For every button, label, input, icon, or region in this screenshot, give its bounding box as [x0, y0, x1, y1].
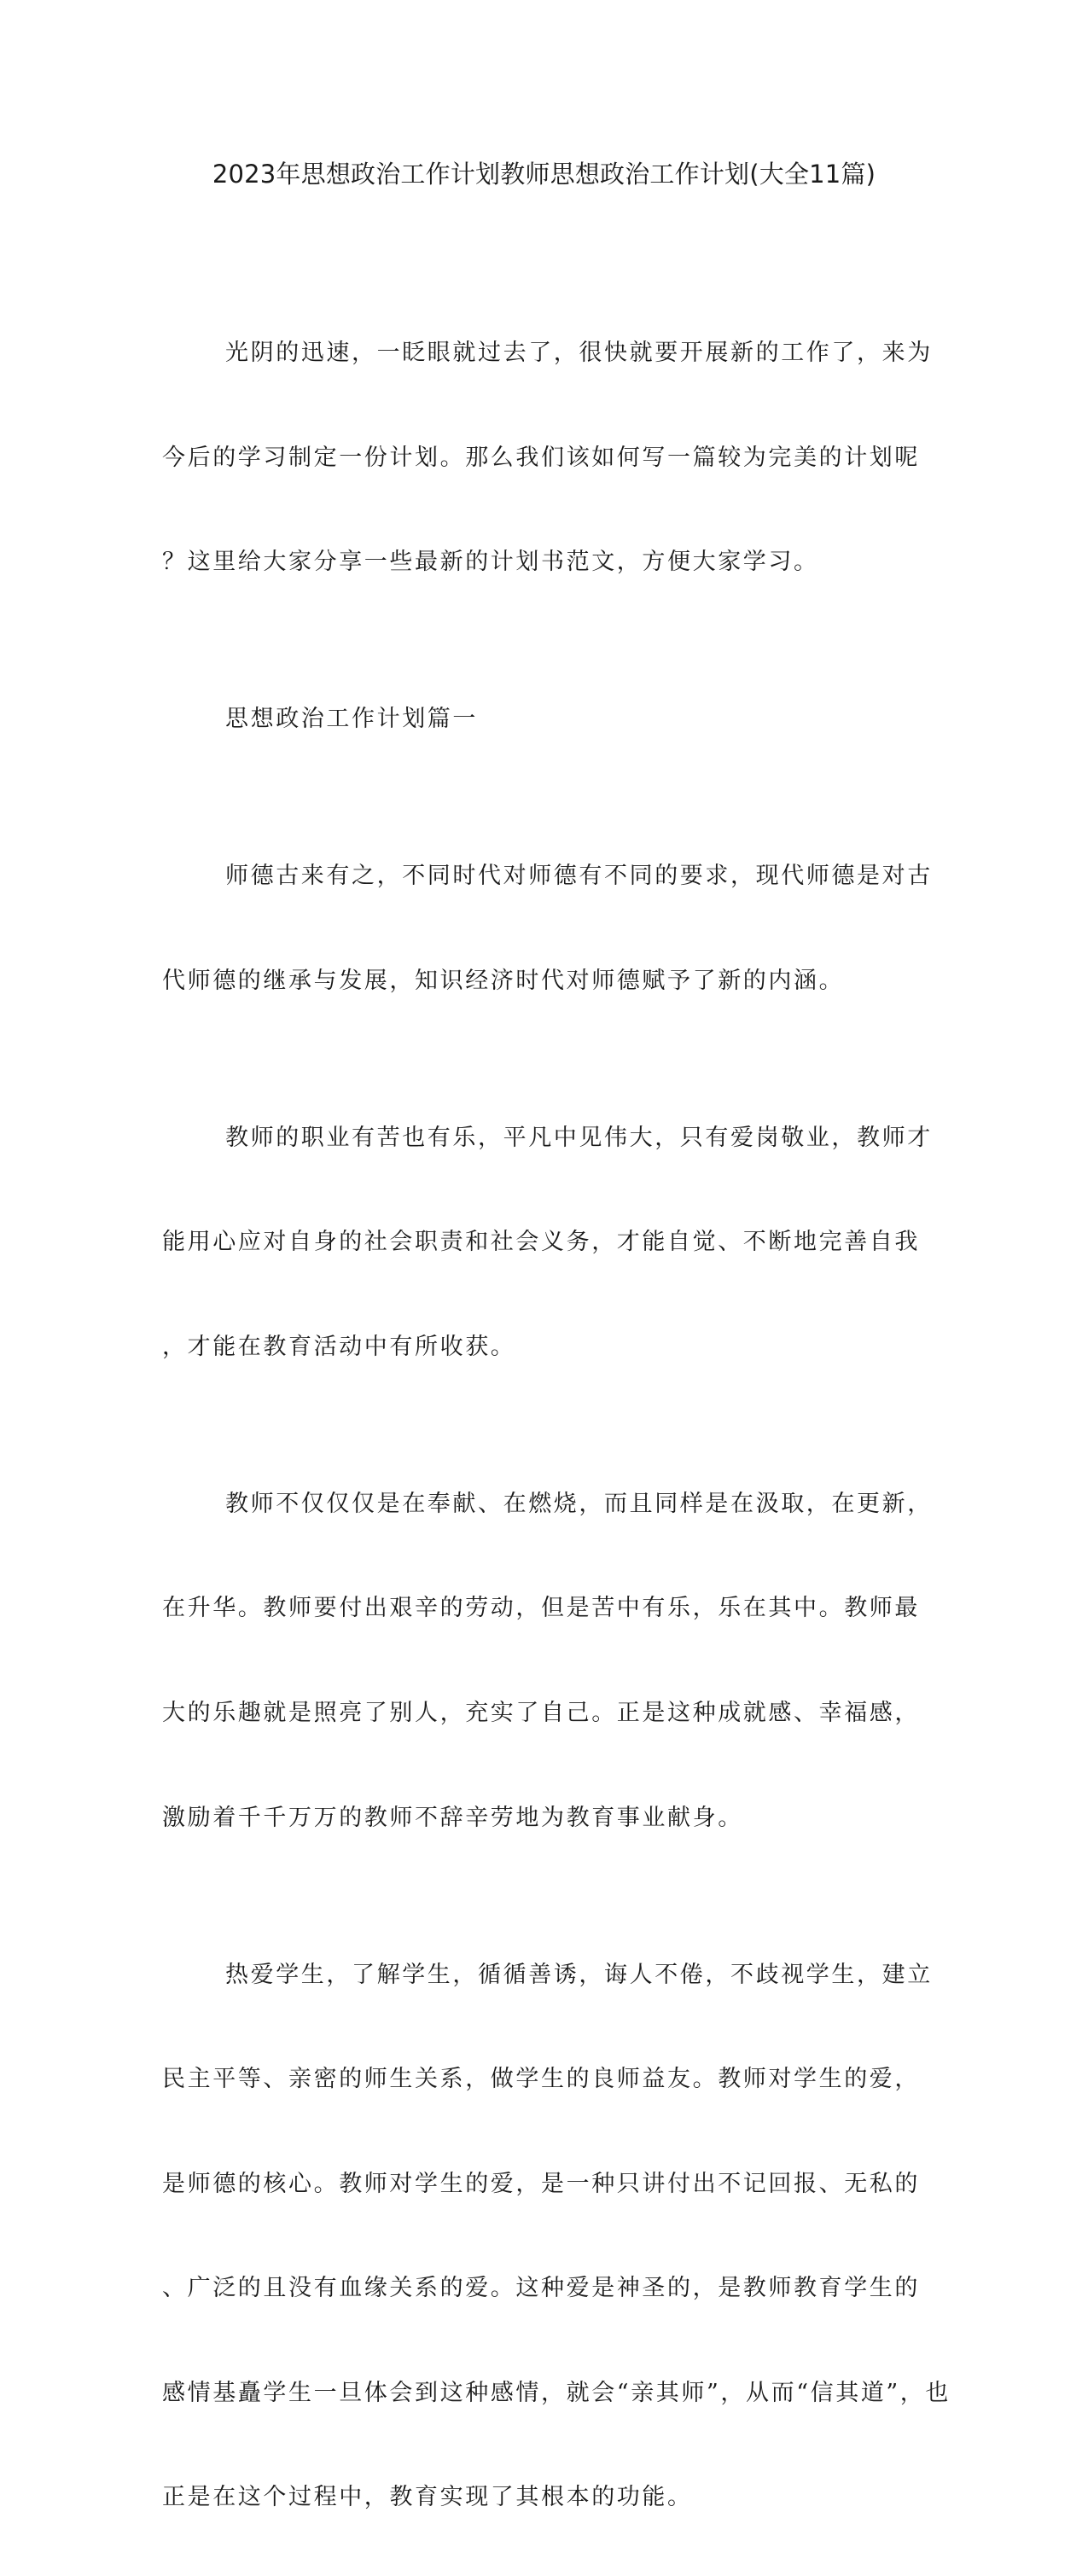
paragraph-line: ，才能在教育活动中有所收获。 — [162, 1333, 516, 1360]
paragraph-line: 今后的学习制定一份计划。那么我们该如何写一篇较为完美的计划呢 — [162, 444, 920, 471]
paragraph-line: 是师德的核心。教师对学生的爱，是一种只讲付出不记回报、无私的 — [162, 2170, 920, 2197]
document-body — [162, 275, 951, 2576]
paragraph-line: 、广泛的且没有血缘关系的爱。这种爱是神圣的，是教师教育学生的 — [162, 2275, 920, 2302]
paragraph-line: 教师不仅仅仅是在奉献、在燃烧，而且同样是在汲取，在更新， — [225, 1490, 933, 1517]
paragraph — [162, 798, 933, 1059]
paragraph — [162, 1426, 933, 1897]
paragraph-line: 代师德的继承与发展，知识经济时代对师德赋予了新的内涵。 — [162, 967, 845, 994]
section-heading — [162, 641, 922, 798]
paragraph-line: 感情基矗学生一旦体会到这种感情，就会“亲其师”，从而“信其道”，也 — [162, 2379, 951, 2406]
document-title: 2023年思想政治工作计划教师思想政治工作计划(大全11篇) — [212, 160, 876, 189]
section-heading-text: 思想政治工作计划篇一 — [225, 706, 478, 733]
paragraph-intro — [162, 275, 933, 641]
paragraph — [162, 1059, 933, 1425]
paragraph-line: 热爱学生，了解学生，循循善诱，诲人不倦，不歧视学生，建立 — [225, 1961, 933, 1988]
paragraph-line: 光阴的迅速，一眨眼就过去了，很快就要开展新的工作了，来为 — [225, 340, 933, 367]
paragraph-line: ？这里给大家分享一些最新的计划书范文，方便大家学习。 — [162, 549, 819, 576]
paragraph-line: 大的乐趣就是照亮了别人，充实了自己。正是这种成就感、幸福感， — [162, 1700, 920, 1727]
paragraph-line: 民主平等、亲密的师生关系，做学生的良师益友。教师对学生的爱， — [162, 2066, 920, 2093]
paragraph-line: 激励着千千万万的教师不辞辛劳地为教育事业献身。 — [162, 1804, 743, 1831]
paragraph-line: 师德古来有之，不同时代对师德有不同的要求，现代师德是对古 — [225, 863, 933, 890]
paragraph-line: 教师的职业有苦也有乐，平凡中见伟大，只有爱岗敬业，教师才 — [225, 1124, 933, 1151]
paragraph-line: 能用心应对自身的社会职责和社会义务，才能自觉、不断地完善自我 — [162, 1229, 920, 1256]
paragraph-line: 在升华。教师要付出艰辛的劳动，但是苦中有乐，乐在其中。教师最 — [162, 1595, 920, 1622]
paragraph — [162, 1896, 951, 2576]
paragraph-line: 正是在这个过程中，教育实现了其根本的功能。 — [162, 2484, 693, 2511]
